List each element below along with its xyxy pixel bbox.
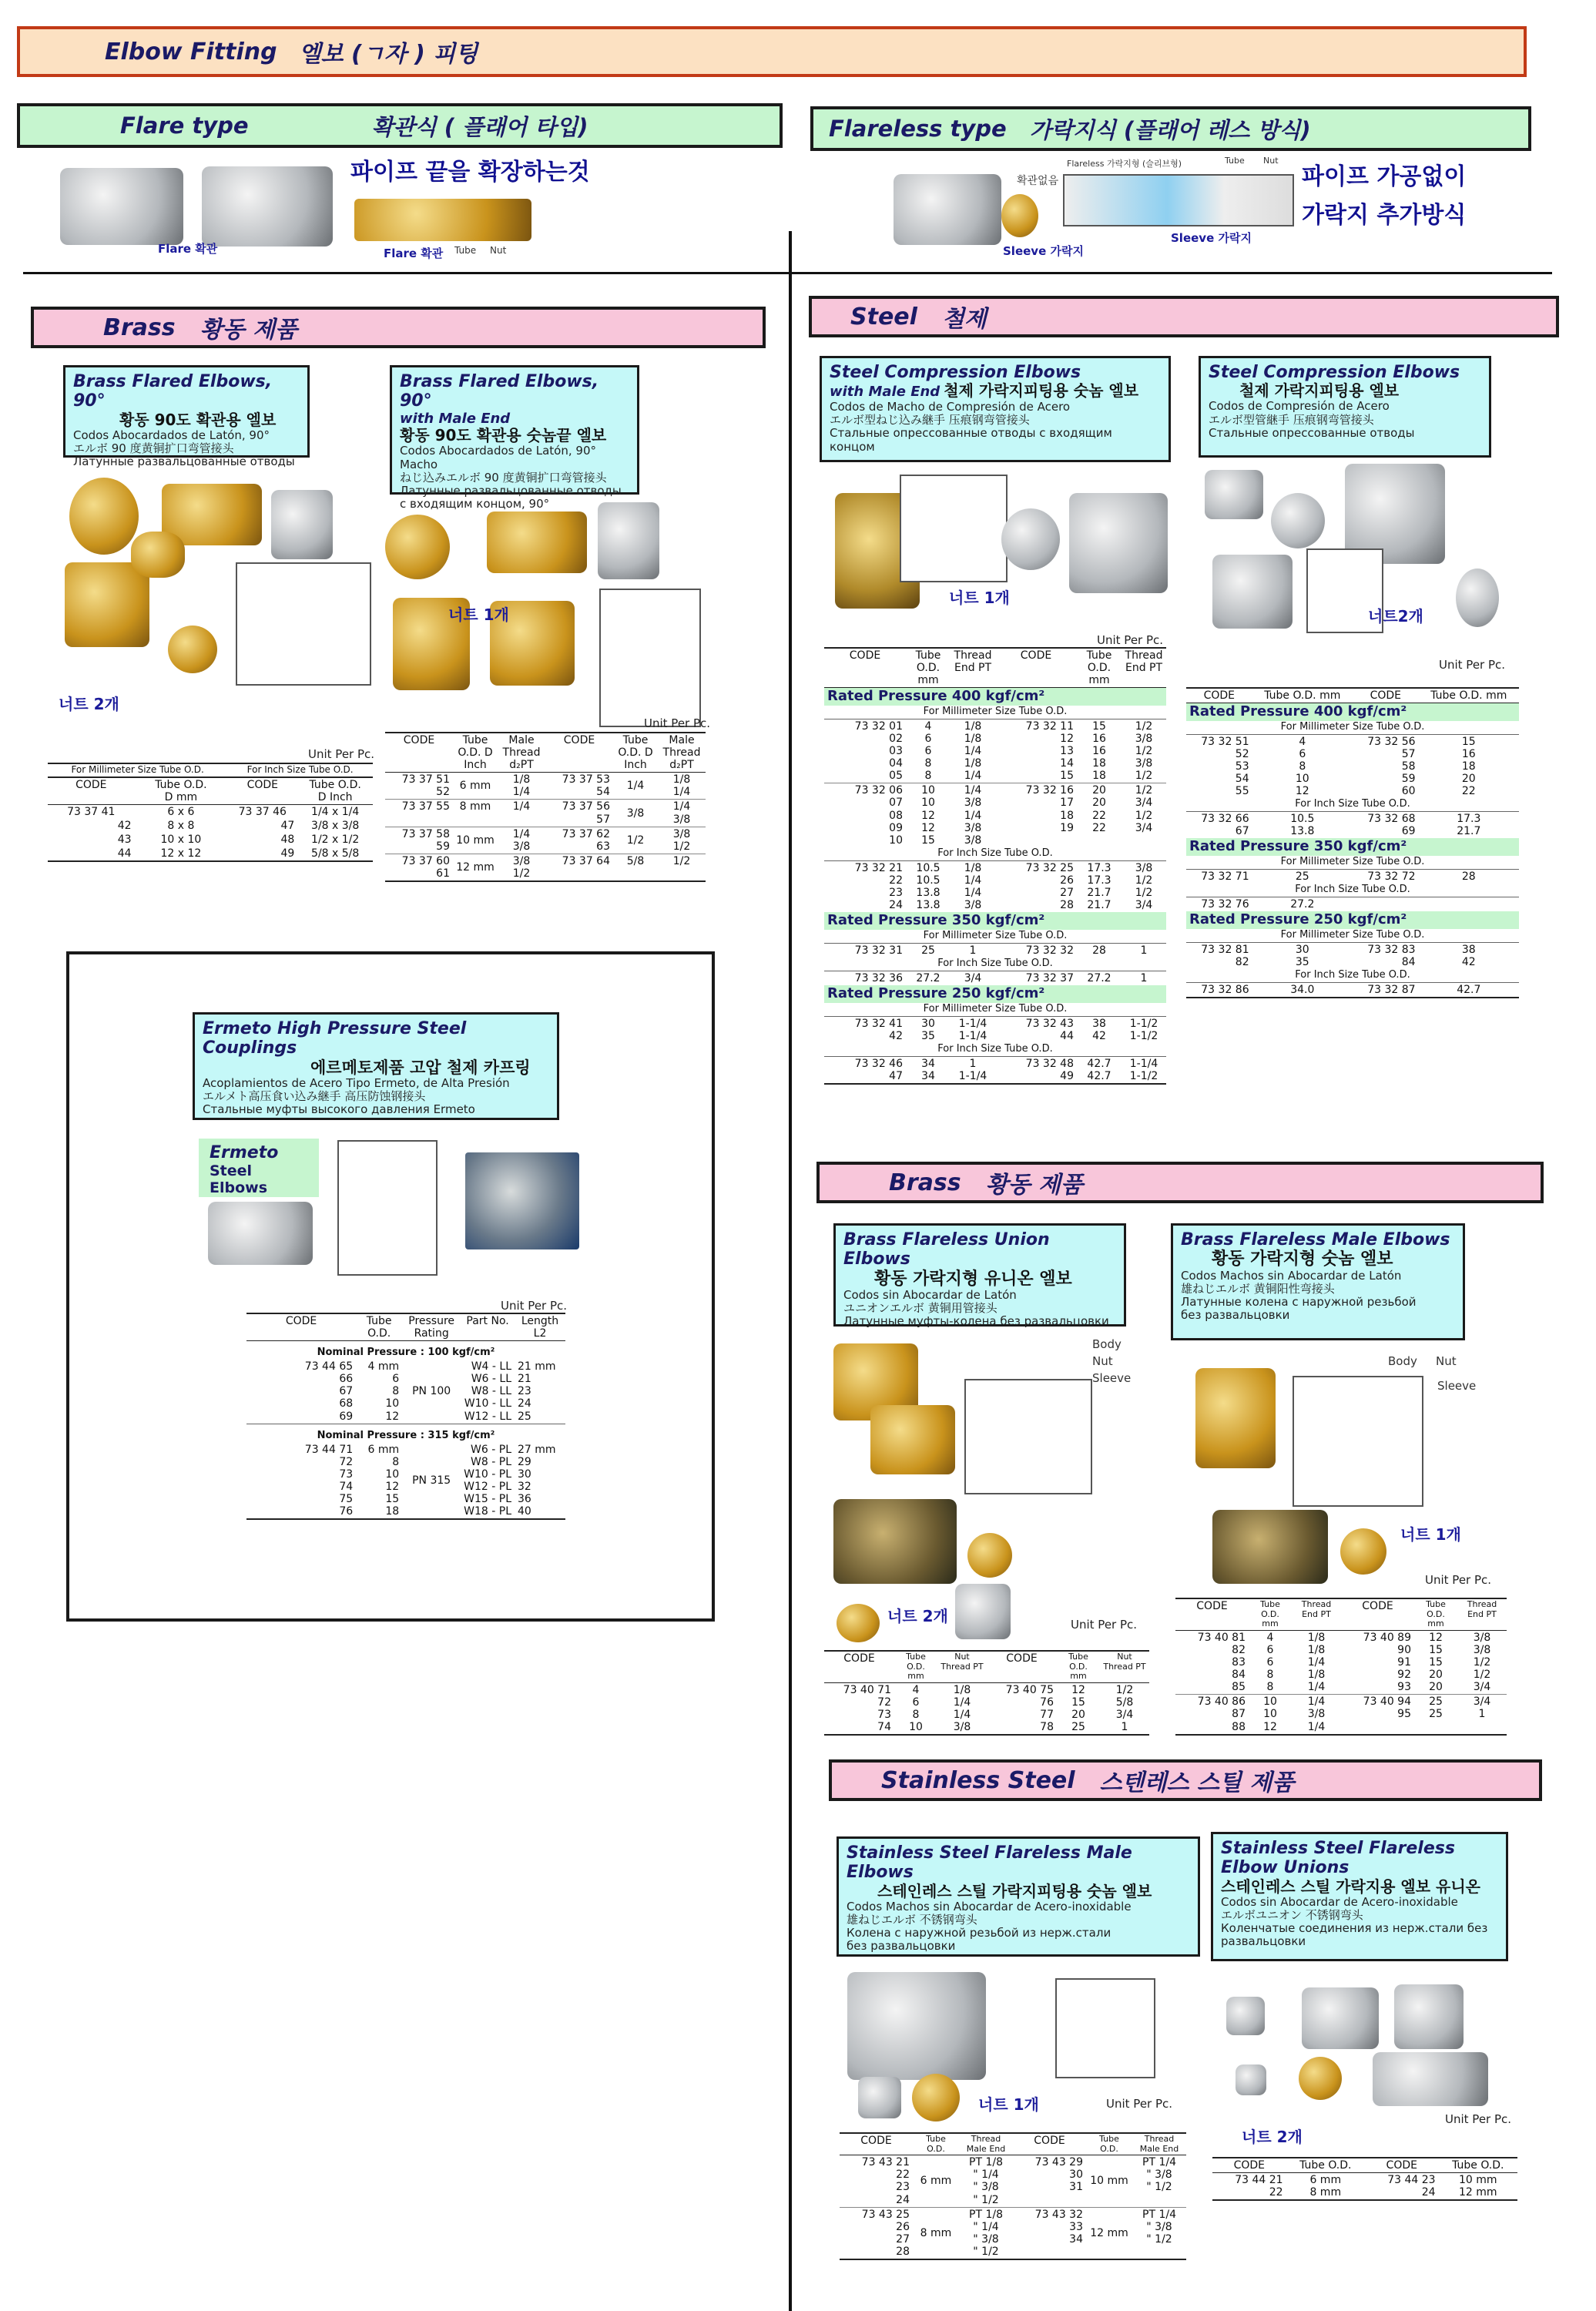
bfme-drawing bbox=[1293, 1376, 1423, 1507]
sce1-rated-250: Rated Pressure 250 kgf/cm² bbox=[824, 985, 1166, 1003]
table-row: 73 32 31 25 1 73 32 32 28 1 bbox=[854, 944, 1148, 957]
title-ko: 엘보 (ㄱ자 ) 피팅 bbox=[298, 41, 478, 68]
sce2-title-en: Steel Compression Elbows bbox=[1209, 363, 1460, 382]
table-row: 73 40 81 82 83 84 85 4 6 6 8 8 1/8 1/8 1/4 1/8 1/4 73 40 89 90 91 92 93 12 15 15 20 20 3/8 3/8 1/2 1/2 3/4 bbox=[1175, 1630, 1507, 1694]
ssu-nut-count: 너트 2개 bbox=[1242, 2128, 1303, 2146]
bfme-title-ru1: Латунные колена с наружной резьбой bbox=[1181, 1295, 1417, 1310]
sce2-in-head-3: For Inch Size Tube O.D. bbox=[1186, 969, 1519, 982]
sce1-title-en: Steel Compression Elbows bbox=[830, 363, 1081, 382]
sleeve-photo bbox=[1001, 194, 1038, 237]
bfu-title-ko: 황동 가락지형 유니온 엘보 bbox=[874, 1269, 1072, 1289]
steel-cat-ko: 철제 bbox=[941, 306, 987, 333]
bfme-h-code: CODE bbox=[1175, 1598, 1249, 1630]
ss-cat-ko: 스텐레스 스틸 제품 bbox=[1099, 1769, 1295, 1796]
sce1-nut-count: 너트 1개 bbox=[949, 589, 1010, 607]
sce1-title-box bbox=[820, 356, 1171, 462]
sce1-table bbox=[824, 647, 1166, 1085]
flare-label-1: Flare 확관 bbox=[158, 242, 218, 256]
ssu-title-en1: Stainless Steel Flareless bbox=[1221, 1839, 1455, 1858]
flareless-no-flare-label: 확관없음 bbox=[1017, 175, 1059, 187]
flareless-sleeve-label-2: Sleeve 가락지 bbox=[1171, 231, 1252, 245]
table-row: 42 8 x 8 47 3/8 x 3/8 bbox=[117, 820, 360, 833]
table-row: 73 43 21 22 23 24 6 mm PT 1/8 " 1/4 " 3/8 " 1/2 73 43 29 30 31 10 mm PT 1/4 " 3/8 " 1/2 bbox=[840, 2155, 1186, 2207]
brass2-cat-ko: 황동 제품 bbox=[985, 1172, 1083, 1199]
sce2-nut-photo-2 bbox=[1456, 569, 1499, 627]
bfe-nut-photo bbox=[69, 478, 139, 555]
table-row: 73 32 41 42 30 35 1-1/4 1-1/4 73 32 43 44 38 42 1-1/2 1-1/2 bbox=[854, 1017, 1158, 1042]
ssu-table bbox=[1212, 2157, 1517, 2201]
ermeto-title-en: Ermeto High Pressure Steel Couplings bbox=[203, 1019, 467, 1058]
sce1-rated-400: Rated Pressure 400 kgf/cm² bbox=[824, 688, 1166, 706]
ssme-title-en: Stainless Steel Flareless Male Elbows bbox=[847, 1843, 1132, 1883]
table-row: 73 44 71 72 73 74 75 76 6 mm 8 10 12 15 18 PN 315 W6 - PL W8 - PL W10 - PL W12 - PL W15 - PL W18 - PL 27 mm 29 30 32 36 40 bbox=[246, 1443, 565, 1520]
bfm-title-box bbox=[390, 365, 639, 512]
steel-cat-en: Steel bbox=[850, 303, 917, 330]
sce2-mm-head-3: For Millimeter Size Tube O.D. bbox=[1186, 929, 1519, 942]
bfu-h-tube-2: Tube O.D. mm bbox=[1057, 1651, 1100, 1682]
bfme-photo-2 bbox=[1212, 1510, 1328, 1584]
ermeto-title-jp: エルメト高压食い込み継手 高压防蚀钢接头 bbox=[203, 1088, 426, 1103]
bfme-title-box bbox=[1171, 1223, 1465, 1340]
sce1-in-head-2: For Inch Size Tube O.D. bbox=[824, 958, 1166, 971]
table-row: 73 32 66 67 10.5 13.8 73 32 68 69 17.3 21.7 bbox=[1201, 813, 1481, 838]
bfme-h-thread-2: Thread End PT bbox=[1457, 1598, 1507, 1630]
ssu-part-photo-1 bbox=[1226, 1997, 1265, 2035]
flare-tagline: 파이프 끝을 확장하는것 bbox=[350, 159, 590, 186]
sce1-title-sub: with Male End bbox=[830, 384, 940, 401]
table-row: 73 40 86 87 88 10 10 12 1/4 3/8 1/4 73 40 94 95 25 25 3/4 1 bbox=[1175, 1695, 1507, 1735]
ssme-h-thread: Thread Male End bbox=[959, 2133, 1013, 2155]
ssu-elbow-photo-1 bbox=[1302, 1987, 1379, 2049]
flare-type-ko: 확관식 ( 플래어 타입) bbox=[371, 113, 588, 140]
sce1-mm-head-2: For Millimeter Size Tube O.D. bbox=[824, 930, 1166, 943]
bfe-title-ru: Латунные развальцованные отводы bbox=[73, 454, 295, 469]
sce1-title-ru: Стальные опрессованные отводы с входящим концом bbox=[830, 426, 1112, 454]
bfme-title-ko: 황동 가락지형 숫놈 엘보 bbox=[1212, 1249, 1393, 1270]
flareless-fitting-photo bbox=[894, 174, 1001, 245]
sce1-title-jp: エルボ型ねじ込み継手 压痕钢弯管接头 bbox=[830, 413, 1030, 428]
bfu-title-es: Codos sin Abocardar de Latón bbox=[843, 1287, 1017, 1302]
table-row: 73 44 21 22 6 mm 8 mm 73 44 23 24 10 mm 12 mm bbox=[1212, 2173, 1517, 2201]
bfm-h-tube: Tube O.D. D Inch bbox=[453, 733, 498, 773]
sce1-unit: Unit Per Pc. bbox=[1097, 633, 1164, 647]
bfme-nut-count: 너트 1개 bbox=[1400, 1525, 1461, 1544]
table-row: 73 32 81 82 30 35 73 32 83 84 38 42 bbox=[1201, 943, 1476, 968]
sce2-h-tube-2: Tube O.D. mm bbox=[1419, 688, 1519, 703]
ssme-title-ru1: Колена с наружной резьбой из нерж.стали bbox=[847, 1926, 1112, 1940]
bfe-h-od-mm: Tube O.D. D mm bbox=[135, 777, 228, 805]
ssu-h-tube: Tube O.D. bbox=[1286, 2158, 1365, 2173]
flare-label-2: Flare 확관 bbox=[384, 247, 444, 260]
bfe-table bbox=[48, 763, 373, 862]
table-row: 73 32 76 27.2 bbox=[1201, 897, 1315, 911]
ssu-part-photo-2 bbox=[1236, 2064, 1266, 2095]
ermeto-label-box bbox=[199, 1139, 319, 1197]
table-row: 73 37 55 8 mm 1/4 73 37 56 57 3/8 1/4 3/8 bbox=[385, 800, 706, 827]
sce1-h-thread: Thread End PT bbox=[951, 648, 995, 688]
sce1-rated-350: Rated Pressure 350 kgf/cm² bbox=[824, 912, 1166, 930]
sce2-rated-400: Rated Pressure 400 kgf/cm² bbox=[1186, 703, 1519, 721]
bfu-h-tube: Tube O.D. mm bbox=[894, 1651, 937, 1682]
sce2-h-tube: Tube O.D. mm bbox=[1252, 688, 1353, 703]
ssme-title-jp: 雄ねじエルボ 不锈钢弯头 bbox=[847, 1912, 977, 1927]
sce2-mm-head-2: For Millimeter Size Tube O.D. bbox=[1186, 856, 1519, 869]
sce2-nut-count: 너트2개 bbox=[1368, 607, 1423, 626]
bfm-nut-photo bbox=[385, 515, 450, 579]
ssme-title-es: Codos Machos sin Abocardar de Acero-inoxidable bbox=[847, 1899, 1132, 1914]
flareless-nut-label: Nut bbox=[1263, 156, 1279, 166]
bfu-h-code-2: CODE bbox=[987, 1651, 1057, 1682]
ssu-title-ru1: Коленчатые соединения из нерж.стали без bbox=[1221, 1921, 1488, 1936]
divider-top bbox=[23, 272, 1552, 274]
bfu-h-nut: Nut Thread PT bbox=[937, 1651, 987, 1682]
sce1-in-head-1: For Inch Size Tube O.D. bbox=[824, 847, 1166, 860]
bfm-title-es: Codos Abocardados de Latón, 90° Macho bbox=[400, 444, 596, 471]
sce1-h-code: CODE bbox=[824, 648, 906, 688]
flare-fitting-photo-2 bbox=[202, 166, 333, 247]
table-row: 73 37 60 61 12 mm 3/8 1/2 73 37 64 5/8 1/2 bbox=[385, 854, 706, 881]
ssu-h-code-2: CODE bbox=[1365, 2158, 1439, 2173]
bfu-drawing bbox=[964, 1379, 1092, 1494]
bfe-nut-photo-2 bbox=[168, 626, 217, 673]
ssu-nut-photo bbox=[1299, 2057, 1342, 2100]
bfm-title-jp: ねじ込みエルボ 90 度黄铜扩口弯管接头 bbox=[400, 470, 607, 485]
flare-diagram bbox=[354, 199, 531, 241]
sce2-in-head-2: For Inch Size Tube O.D. bbox=[1186, 884, 1519, 897]
bfe-drawing bbox=[236, 562, 371, 686]
ssu-title-jp: エルボユニオン 不锈钢弯头 bbox=[1221, 1907, 1363, 1922]
sce1-h-code-2: CODE bbox=[995, 648, 1077, 688]
sce2-title-es: Codos de Compresión de Acero bbox=[1209, 399, 1390, 414]
bfme-title-jp: 雄ねじエルボ 黄铜阳性弯接头 bbox=[1181, 1281, 1335, 1296]
bfm-h-male-2: Male Thread d₂PT bbox=[658, 733, 706, 773]
bfme-table bbox=[1175, 1598, 1507, 1736]
bfme-title-ru2: без развальцовки bbox=[1181, 1308, 1290, 1323]
bfm-title-ru2: с входящим концом, 90° bbox=[400, 497, 550, 512]
sce2-mm-head-1: For Millimeter Size Tube O.D. bbox=[1186, 721, 1519, 734]
title-en: Elbow Fitting bbox=[105, 38, 277, 65]
sce1-title-ko: 철제 가락지피팅용 숫놈 엘보 bbox=[944, 381, 1139, 401]
bfm-drawing bbox=[599, 589, 701, 727]
table-row: 73 44 65 66 67 68 69 4 mm 6 8 10 12 PN 100 W4 - LL W6 - LL W8 - LL W10 - LL W12 - LL 21 mm 21 23 24 25 bbox=[246, 1360, 565, 1424]
ermeto-unit: Unit Per Pc. bbox=[501, 1299, 568, 1313]
flareless-diagram-title: Flareless 가락지형 (슬리브형) bbox=[1067, 159, 1182, 169]
bfe-h-od-in: Tube O.D. D Inch bbox=[297, 777, 373, 805]
bfu-title-jp: ユニオンエルボ 黄铜用管接头 bbox=[843, 1301, 998, 1316]
sce2-title-box bbox=[1199, 356, 1491, 458]
sce2-rated-350: Rated Pressure 350 kgf/cm² bbox=[1186, 838, 1519, 856]
bfm-title-en: Brass Flared Elbows, 90° bbox=[400, 372, 599, 411]
bfe-mm-head: For Millimeter Size Tube O.D. bbox=[48, 763, 227, 777]
ssme-title-ru2: без развальцовки bbox=[847, 1939, 956, 1954]
divider-vertical bbox=[789, 231, 792, 2311]
bfme-h-tube: Tube O.D. mm bbox=[1249, 1598, 1292, 1630]
sce2-in-head-1: For Inch Size Tube O.D. bbox=[1186, 798, 1519, 811]
sce1-h-thread-2: Thread End PT bbox=[1122, 648, 1166, 688]
table-row: 73 32 46 47 34 34 1 1-1/4 73 32 48 49 42.7 42.7 1-1/4 1-1/2 bbox=[824, 1056, 1166, 1084]
bfe-title-jp: エルボ 90 度黄铜扩口弯管接头 bbox=[73, 441, 234, 455]
bfm-title-ru1: Латунные развальцованные отводы bbox=[400, 484, 622, 498]
bfu-h-code: CODE bbox=[824, 1651, 894, 1682]
ssu-title-box bbox=[1211, 1832, 1508, 1961]
bfm-nut-count: 너트 1개 bbox=[448, 605, 509, 624]
bfu-unit: Unit Per Pc. bbox=[1071, 1618, 1138, 1632]
sce2-photo-2 bbox=[1212, 555, 1293, 629]
sce1-elbow-photo-2 bbox=[1069, 493, 1168, 593]
bfme-h-thread: Thread End PT bbox=[1292, 1598, 1341, 1630]
ssme-drawing bbox=[1055, 1978, 1155, 2078]
bfme-unit: Unit Per Pc. bbox=[1425, 1573, 1492, 1587]
sce2-title-ru: Стальные опрессованные отводы bbox=[1209, 425, 1415, 440]
bfu-title-ru: Латунные муфты-колена без развальцовки bbox=[843, 1314, 1109, 1329]
sce1-mm-head-1: For Millimeter Size Tube O.D. bbox=[824, 706, 1166, 719]
table-row: 73 32 86 34.0 73 32 87 42.7 bbox=[1186, 982, 1519, 998]
bfu-body-label: Body bbox=[1092, 1337, 1122, 1351]
bfu-nut-count: 너트 2개 bbox=[887, 1607, 948, 1625]
ssme-h-code-2: CODE bbox=[1013, 2133, 1086, 2155]
brass2-cat-en: Brass bbox=[889, 1169, 961, 1196]
ss-cat-en: Stainless Steel bbox=[881, 1766, 1075, 1794]
ssme-elbow-photo bbox=[847, 1972, 986, 2080]
ermeto-nominal-100: Nominal Pressure : 100 kgf/cm² bbox=[317, 1347, 495, 1359]
ssu-h-code: CODE bbox=[1212, 2158, 1286, 2173]
ssu-h-tube-2: Tube O.D. bbox=[1439, 2158, 1517, 2173]
sce1-in-head-3: For Inch Size Tube O.D. bbox=[824, 1043, 1166, 1056]
sce1-h-tube-2: Tube O.D. mm bbox=[1077, 648, 1122, 688]
brass-cat-ko: 황동 제품 bbox=[200, 317, 297, 344]
ssu-title-ru2: развальцовки bbox=[1221, 1934, 1306, 1949]
ermeto-coupling-photo bbox=[465, 1152, 579, 1249]
bfm-unit: Unit Per Pc. bbox=[644, 716, 711, 730]
bfu-nut-photo-2 bbox=[837, 1604, 880, 1642]
ssu-unit: Unit Per Pc. bbox=[1445, 2112, 1512, 2126]
bfm-title-sub: with Male End bbox=[400, 410, 511, 427]
brass-cat-en: Brass bbox=[103, 314, 176, 341]
ssme-nut-count: 너트 1개 bbox=[978, 2095, 1039, 2114]
table-row: 73 37 58 59 10 mm 1/4 3/8 73 37 62 63 1/2 3/8 1/2 bbox=[385, 827, 706, 854]
table-row: 73 37 51 52 6 mm 1/8 1/4 73 37 53 54 1/4 1/8 1/4 bbox=[385, 773, 706, 800]
bfe-h-code: CODE bbox=[48, 777, 135, 805]
sce1-drawing bbox=[900, 475, 1008, 582]
bfu-table bbox=[824, 1650, 1149, 1736]
bfme-sleeve-label: Sleeve bbox=[1437, 1379, 1477, 1393]
ssme-part-photo bbox=[858, 2077, 901, 2118]
ermeto-table bbox=[246, 1313, 565, 1520]
bfe-elbow-photo-2 bbox=[65, 562, 149, 647]
flare-type-en: Flare type bbox=[120, 112, 249, 139]
ssme-h-tube: Tube O.D. bbox=[913, 2133, 959, 2155]
flare-nut-label: Nut bbox=[490, 245, 507, 256]
bfm-table bbox=[385, 732, 706, 882]
brass2-category-bar bbox=[816, 1162, 1544, 1203]
table-row: 73 32 01 02 03 04 05 4 6 6 8 8 1/8 1/8 1/4 1/8 1/4 73 32 11 12 13 14 15 15 16 16 18 18 1/2 3/8 1/2 3/8 1/2 bbox=[824, 719, 1166, 783]
bfme-nut-photo bbox=[1340, 1528, 1386, 1575]
bfu-elbow-photo-2 bbox=[870, 1405, 955, 1474]
ss-category-bar bbox=[829, 1759, 1542, 1801]
ssme-table bbox=[840, 2132, 1186, 2260]
ssu-title-en2: Elbow Unions bbox=[1221, 1858, 1350, 1878]
bfu-sleeve-label: Sleeve bbox=[1092, 1371, 1132, 1385]
bfu-h-nut-2: Nut Thread PT bbox=[1100, 1651, 1149, 1682]
bfe-h-code-2: CODE bbox=[227, 777, 297, 805]
ssme-nut-photo bbox=[912, 2074, 960, 2121]
bfm-h-tube-2: Tube O.D. D Inch bbox=[613, 733, 658, 773]
sce1-mm-head-3: For Millimeter Size Tube O.D. bbox=[824, 1003, 1166, 1016]
table-row: 73 32 36 27.2 3/4 73 32 37 27.2 1 bbox=[854, 971, 1148, 984]
sce2-title-jp: エルボ型管継手 压痕钢弯管接头 bbox=[1209, 412, 1374, 427]
bfe-title-box bbox=[63, 365, 310, 469]
sce1-h-tube: Tube O.D. mm bbox=[906, 648, 951, 688]
ermeto-label-2: Steel Elbows bbox=[210, 1162, 268, 1196]
ssu-union-photo bbox=[1373, 2052, 1488, 2106]
sce2-title-ko: 철제 가락지피팅용 엘보 bbox=[1239, 381, 1400, 401]
bfm-h-code: CODE bbox=[385, 733, 453, 773]
bfu-nut-photo bbox=[967, 1533, 1012, 1578]
ermeto-h-pres: Pressure Rating bbox=[402, 1313, 461, 1341]
flareless-type-bar bbox=[810, 106, 1531, 151]
ssme-h-thread-2: Thread Male End bbox=[1132, 2133, 1186, 2155]
bfu-nut-label: Nut bbox=[1092, 1354, 1113, 1368]
ssu-elbow-photo-2 bbox=[1394, 1984, 1464, 2049]
bfe-title-es: Codos Abocardados de Latón, 90° bbox=[73, 428, 270, 442]
ssu-title-es: Codos sin Abocardar de Acero-inoxidable bbox=[1221, 1894, 1458, 1909]
bfme-title-en: Brass Flareless Male Elbows bbox=[1181, 1230, 1450, 1249]
bfe-in-head: For Inch Size Tube O.D. bbox=[227, 763, 373, 777]
sce2-h-code: CODE bbox=[1186, 688, 1252, 703]
ssme-unit: Unit Per Pc. bbox=[1106, 2097, 1173, 2111]
ermeto-h-tube: Tube O.D. bbox=[356, 1313, 402, 1341]
ermeto-h-part: Part No. bbox=[461, 1313, 515, 1341]
table-row: 73 32 51 52 53 54 55 4 6 8 10 12 73 32 56 57 58 59 60 15 16 18 20 22 bbox=[1201, 735, 1476, 798]
bfm-h-male: Male Thread d₂PT bbox=[498, 733, 545, 773]
ermeto-nominal-315: Nominal Pressure : 315 kgf/cm² bbox=[317, 1429, 495, 1441]
bfm-h-code-2: CODE bbox=[545, 733, 613, 773]
sce2-unit: Unit Per Pc. bbox=[1439, 658, 1506, 672]
bfm-elbow-photo-1 bbox=[487, 512, 587, 573]
sce2-photo-1 bbox=[1205, 470, 1263, 519]
ermeto-title-es: Acoplamientos de Acero Tipo Ermeto, de Alta Presión bbox=[203, 1075, 510, 1090]
table-row: 73 32 06 07 08 09 10 10 10 12 12 15 1/4 3/8 1/4 3/8 3/8 73 32 16 17 18 19 20 20 22 22 1/2 3/4 1/2 3/4 bbox=[854, 784, 1153, 847]
ssme-title-ko: 스테인레스 스틸 가락지피팅용 숫놈 엘보 bbox=[877, 1881, 1152, 1900]
bfme-h-tube-2: Tube O.D. mm bbox=[1414, 1598, 1457, 1630]
bfe-title-en: Brass Flared Elbows, 90° bbox=[73, 372, 273, 411]
sce1-title-es: Codos de Macho de Compresión de Acero bbox=[830, 399, 1071, 414]
bfu-title-box bbox=[833, 1223, 1126, 1327]
bfme-body-label: Body bbox=[1388, 1354, 1417, 1368]
flareless-tagline-1: 파이프 가공없이 bbox=[1302, 163, 1467, 190]
bfe-unit: Unit Per Pc. bbox=[308, 747, 375, 761]
sce2-h-code-2: CODE bbox=[1353, 688, 1419, 703]
sce2-table bbox=[1186, 687, 1519, 998]
flareless-tube-label: Tube bbox=[1225, 156, 1245, 166]
flareless-diagram bbox=[1063, 174, 1294, 226]
sce1-nut-photo bbox=[1001, 508, 1060, 570]
sce2-rated-250: Rated Pressure 250 kgf/cm² bbox=[1186, 911, 1519, 929]
bfme-nut-label: Nut bbox=[1436, 1354, 1457, 1368]
ermeto-drawing bbox=[337, 1140, 438, 1276]
bfe-nut-count: 너트 2개 bbox=[59, 695, 119, 713]
bfu-union-photo bbox=[955, 1584, 1011, 1639]
bfe-title-ko: 황동 90도 확관용 엘보 bbox=[119, 410, 277, 429]
bfm-assembled-photo bbox=[598, 502, 659, 579]
ssme-h-tube-2: Tube O.D. bbox=[1086, 2133, 1132, 2155]
flare-tube-label: Tube bbox=[454, 245, 477, 256]
bfme-title-es: Codos Machos sin Abocardar de Latón bbox=[1181, 1268, 1402, 1283]
bfm-title-ko: 황동 90도 확관용 숫놈끝 엘보 bbox=[400, 426, 607, 445]
flare-fitting-photo-1 bbox=[60, 168, 183, 245]
ssu-title-ko: 스테인레스 스틸 가락지용 엘보 유니온 bbox=[1221, 1877, 1480, 1896]
ermeto-elbow-photo bbox=[208, 1202, 313, 1265]
ermeto-title-ko: 에르메토제품 고압 철제 카프링 bbox=[310, 1058, 531, 1077]
ermeto-h-code: CODE bbox=[246, 1313, 356, 1341]
flareless-tagline-2: 가락지 추가방식 bbox=[1302, 202, 1467, 229]
ermeto-title-ru: Стальные муфты высокого давления Ermeto bbox=[203, 1102, 475, 1117]
ssme-h-code: CODE bbox=[840, 2133, 913, 2155]
ermeto-h-len: Length L2 bbox=[515, 1313, 565, 1341]
brass-category-bar bbox=[31, 307, 766, 348]
table-row: 73 37 41 6 x 6 73 37 46 1/4 x 1/4 bbox=[67, 805, 360, 818]
bfu-photo-3 bbox=[833, 1499, 957, 1584]
bfu-title-en: Brass Flareless Union Elbows bbox=[843, 1230, 1050, 1270]
table-row: 43 10 x 10 48 1/2 x 1/2 bbox=[117, 834, 360, 847]
table-row: 44 12 x 12 49 5/8 x 5/8 bbox=[48, 847, 373, 861]
table-row: 73 32 71 25 73 32 72 28 bbox=[1201, 870, 1476, 883]
table-row: 73 40 71 72 73 74 4 6 8 10 1/8 1/4 1/4 3/8 73 40 75 76 77 78 12 15 20 25 1/2 5/8 3/4 1 bbox=[824, 1682, 1149, 1735]
bfme-elbow-photo bbox=[1195, 1368, 1276, 1468]
flareless-type-en: Flareless type bbox=[829, 116, 1007, 142]
ssme-title-box bbox=[837, 1836, 1200, 1957]
table-row: 73 43 25 26 27 28 8 mm PT 1/8 " 1/4 " 3/8 " 1/2 73 43 32 33 34 12 mm PT 1/4 " 3/8 " 1/2 bbox=[840, 2207, 1186, 2259]
page-title-bar bbox=[17, 26, 1527, 77]
flareless-type-ko: 가락지식 (플래어 레스 방식) bbox=[1029, 116, 1311, 143]
ermeto-label-1: Ermeto bbox=[210, 1143, 279, 1162]
flareless-sleeve-label: Sleeve 가락지 bbox=[1003, 244, 1084, 258]
bfe-elbow-photo-3 bbox=[131, 532, 185, 578]
ermeto-title-box bbox=[193, 1012, 559, 1120]
steel-category-bar bbox=[809, 296, 1559, 337]
sce2-nut-photo bbox=[1271, 493, 1325, 548]
bfe-assembled-photo bbox=[271, 490, 333, 559]
flare-type-bar bbox=[17, 103, 783, 148]
table-row: 73 32 21 22 23 24 10.5 10.5 13.8 13.8 1/8 1/4 1/4 3/8 73 32 25 26 27 28 17.3 17.3 21.7 21.7 3/8 1/2 1/2 3/4 bbox=[854, 861, 1153, 912]
bfme-h-code-2: CODE bbox=[1341, 1598, 1414, 1630]
